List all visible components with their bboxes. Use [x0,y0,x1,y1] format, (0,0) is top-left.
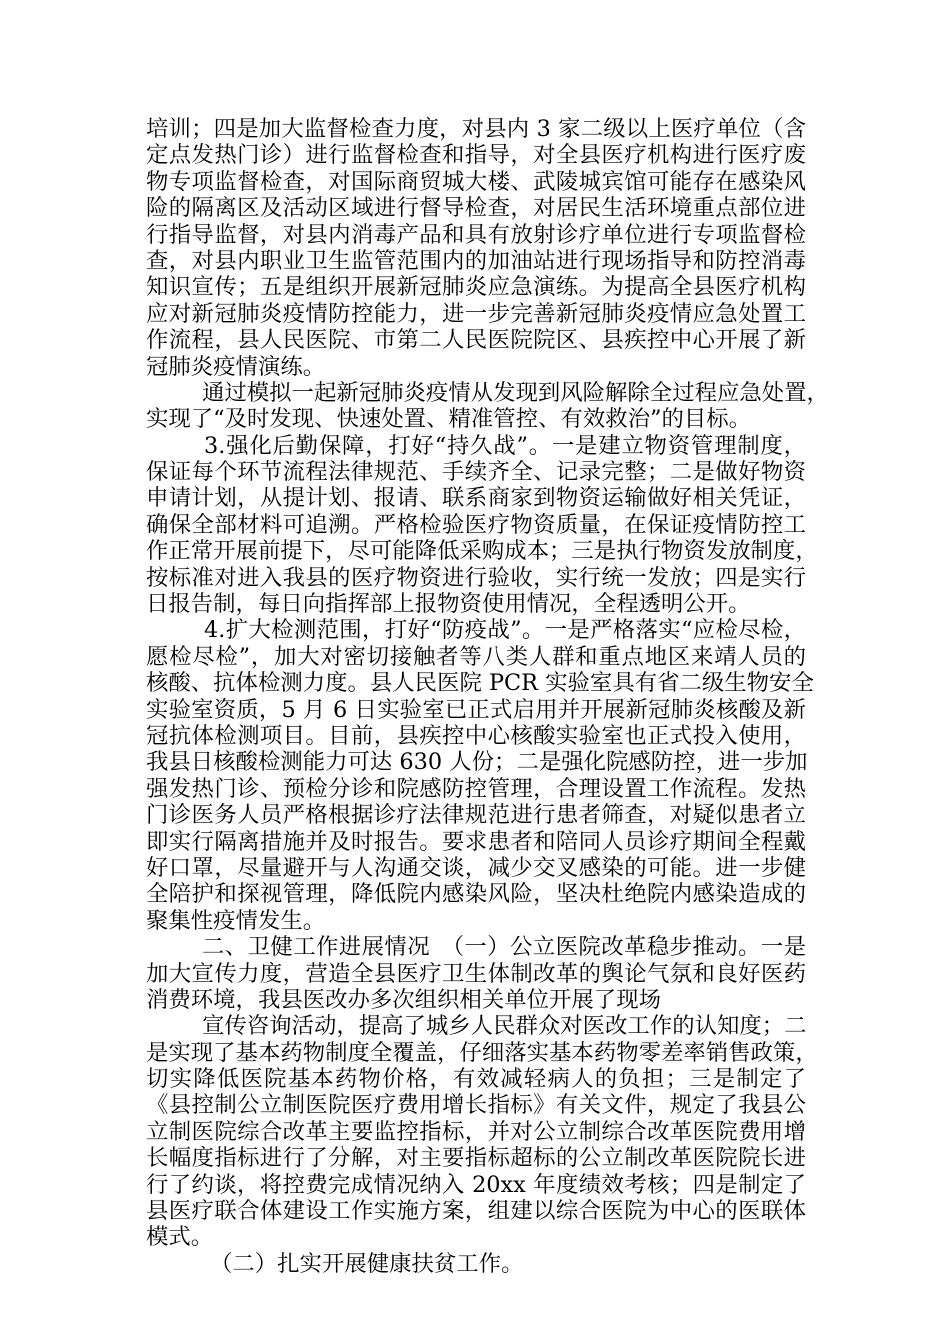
text-line: 宣传咨询活动，提高了城乡人民群众对医改工作的认知度；二 [202,1013,807,1040]
text-line: 好口罩，尽量避开与人沟通交谈，减少交叉感染的可能。进一步健 [146,854,806,881]
paragraph-1 [146,116,806,380]
text-line: 培训；四是加大监督检查力度，对县内 3 家二级以上医疗单位（含 [146,116,806,142]
text-line: 申请计划，从提计划、报请、联系商家到物资运输做好相关凭证， [146,485,806,512]
text-line: 按标准对进入我县的医疗物资进行验收，实行统一发放；四是实行 [146,564,806,591]
text-line: 二、卫健工作进展情况 （一）公立医院改革稳步推动。一是 [202,934,806,961]
text-line: 消费环境，我县医改办多次组织相关单位开展了现场 [146,986,661,1013]
text-line: 模式。 [146,1224,214,1251]
text-line: 愿检尽检”，加大对密切接触者等八类人群和重点地区来靖人员的 [146,643,806,670]
text-line: 冠抗体检测项目。目前，县疾控中心核酸实验室也正式投入使用， [146,722,806,749]
text-line: 应对新冠肺炎疫情防控能力，进一步完善新冠肺炎疫情应急处置工 [146,300,806,327]
text-line: 知识宣传；五是组织开展新冠肺炎应急演练。为提高全县医疗机构 [146,274,806,301]
paragraph-3 [146,432,818,618]
text-line: 县医疗联合体建设工作实施方案，组建以综合医院为中心的医联体 [146,1198,806,1225]
text-line: 作正常开展前提下，尽可能降低采购成本；三是执行物资发放制度， [146,538,818,565]
text-line: 日报告制，每日向指挥部上报物资使用情况，全程透明公开。 [146,591,751,618]
text-line: 通过模拟一起新冠肺炎疫情从发现到风险解除全过程应急处置， [202,379,829,406]
text-line: 作流程，县人民医院、市第二人民医院院区、县疾控中心开展了新 [146,327,806,354]
text-line: 强发热门诊、预检分诊和院感防控管理，合理设置工作流程。发热 [146,775,806,802]
text-line: 3.强化后勤保障，打好“持久战”。一是建立物资管理制度， [204,432,806,459]
paragraph-7 [146,1251,806,1277]
paragraph-5 [146,934,806,1013]
text-line: 核酸、抗体检测力度。县人民医院 PCR 实验室具有省二级生物安全 [146,670,814,697]
text-line: 长幅度指标进行了分解，对主要指标超标的公立制改革医院院长进 [146,1145,806,1172]
text-line: 我县日核酸检测能力可达 630 人份；二是强化院感防控，进一步加 [146,749,808,776]
text-line: 险的隔离区及活动区域进行督导检查，对居民生活环境重点部位进 [146,195,806,222]
text-line: 实现了“及时发现、快速处置、精准管控、有效救治”的目标。 [146,406,752,433]
text-line: 切实降低医院基本药物价格，有效减轻病人的负担；三是制定了 [146,1066,806,1093]
paragraph-2 [146,379,829,433]
paragraph-6 [146,1013,818,1251]
text-line: 聚集性疫情发生。 [146,907,326,934]
text-line: 《县控制公立制医院医疗费用增长指标》有关文件，规定了我县公 [146,1092,806,1119]
text-line: 定点发热门诊）进行监督检查和指导，对全县医疗机构进行医疗废 [146,142,806,169]
text-line: 4.扩大检测范围，打好“防疫战”。一是严格落实“应检尽检， [204,617,806,644]
text-line: 实验室资质，5 月 6 日实验室已正式启用并开展新冠肺炎核酸及新 [146,696,806,723]
paragraph-4 [146,617,814,934]
text-line: 行了约谈，将控费完成情况纳入 20xx 年度绩效考核；四是制定了 [146,1171,806,1198]
text-line: 全陪护和探视管理，降低院内感染风险，坚决杜绝院内感染造成的 [146,881,806,908]
text-line: 是实现了基本药物制度全覆盖，仔细落实基本药物零差率销售政策， [146,1039,818,1066]
text-line: 查，对县内职业卫生监管范围内的加油站进行现场指导和防控消毒 [146,247,806,274]
text-line: 确保全部材料可追溯。严格检验医疗物资质量，在保证疫情防控工 [146,511,806,538]
text-line: 加大宣传力度，营造全县医疗卫生体制改革的舆论气氛和良好医药 [146,960,806,987]
text-line: 即实行隔离措施并及时报告。要求患者和陪同人员诊疗期间全程戴 [146,828,806,855]
text-line: 门诊医务人员严格根据诊疗法律规范进行患者筛查，对疑似患者立 [146,802,806,829]
section-heading: （二）扎实开展健康扶贫工作。 [210,1250,524,1277]
document-page [146,116,829,1277]
text-line: 立制医院综合改革主要监控指标，并对公立制综合改革医院费用增 [146,1118,806,1145]
text-line: 保证每个环节流程法律规范、手续齐全、记录完整；二是做好物资 [146,459,806,486]
text-line: 物专项监督检查，对国际商贸城大楼、武陵城宾馆可能存在感染风 [146,168,806,195]
text-line: 冠肺炎疫情演练。 [146,353,326,380]
text-line: 行指导监督，对县内消毒产品和具有放射诊疗单位进行专项监督检 [146,221,806,248]
